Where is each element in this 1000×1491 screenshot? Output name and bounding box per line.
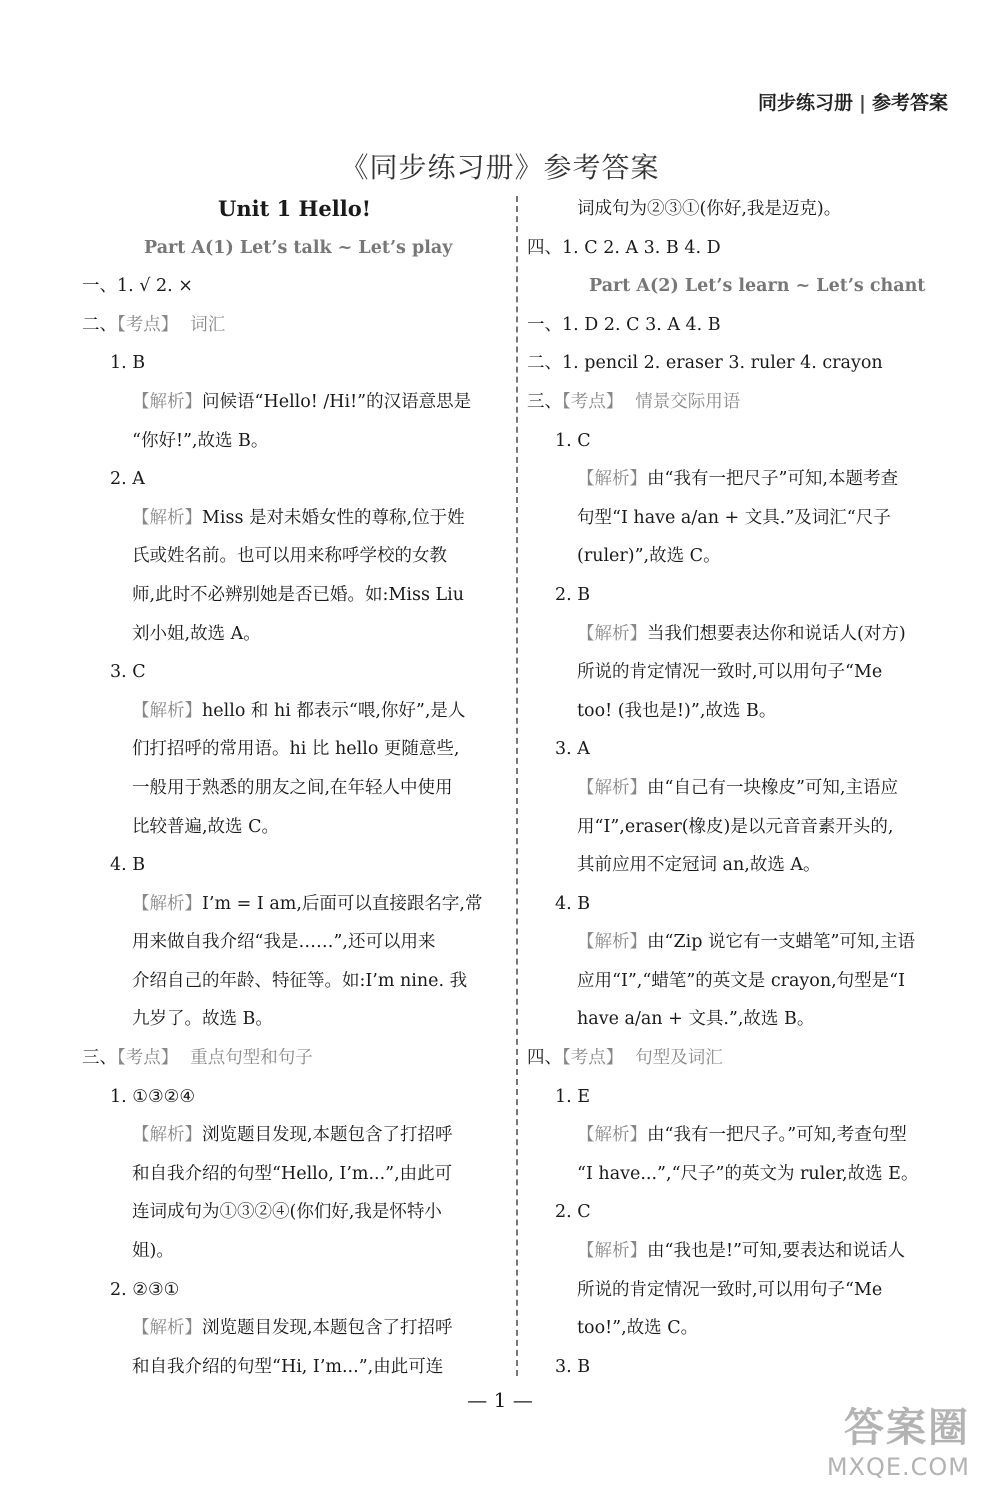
analysis-text: 由“我有一把尺子。”可知,考查句型: [647, 1125, 907, 1146]
key-point-tag: 【考点】: [562, 391, 624, 412]
analysis-line: [82, 499, 507, 538]
page-title: 《同步练习册》参考答案: [340, 151, 660, 184]
key-point-topic: 词汇: [190, 314, 226, 335]
answer-line: 一、1. D 2. C 3. A 4. B: [527, 314, 721, 335]
analysis-tag: 【解析】: [577, 777, 647, 798]
section-label: 三、: [82, 1048, 117, 1069]
analysis-line: 和自我介绍的句型“Hi, I’m...”,由此可连: [132, 1356, 444, 1377]
analysis-line: 一般用于熟悉的朋友之间,在年轻人中使用: [132, 777, 453, 798]
analysis-line: 所说的肯定情况一致时,可以用句子“Me: [577, 1279, 883, 1300]
analysis-tag: 【解析】: [577, 469, 647, 490]
analysis-tag: 【解析】: [132, 391, 202, 412]
analysis-line: [527, 1232, 952, 1271]
analysis-line: [527, 615, 952, 654]
analysis-line: 句型“I have a/an + 文具.”及词汇“尺子: [577, 507, 891, 528]
analysis-line: [82, 885, 507, 924]
question-answer: 1. ①③②④: [110, 1086, 196, 1107]
analysis-text: 由“我有一把尺子”可知,本题考查: [647, 469, 898, 490]
analysis-line: 介绍自己的年龄、特征等。如:I’m nine. 我: [132, 970, 468, 991]
watermark-text: 答案圈: [844, 1405, 970, 1451]
section-label: 三、: [527, 391, 562, 412]
header-book: 同步练习册: [758, 92, 854, 114]
analysis-text: hello 和 hi 都表示“喂,你好”,是人: [202, 700, 466, 721]
watermark-logo: [827, 1396, 970, 1481]
analysis-tag: 【解析】: [132, 700, 202, 721]
question-answer: 1. C: [555, 430, 591, 451]
key-point-topic: 情景交际用语: [635, 391, 741, 412]
watermark-url: MXQE.COM: [826, 1453, 970, 1481]
analysis-line: [82, 1116, 507, 1155]
section-heading: [82, 306, 507, 345]
header-separator: |: [859, 92, 866, 114]
key-point-topic: 重点句型和句子: [190, 1048, 313, 1069]
answer-line: 四、1. C 2. A 3. B 4. D: [527, 237, 721, 258]
analysis-line: “你好!”,故选 B。: [132, 430, 269, 451]
answer-line: 二、1. pencil 2. eraser 3. ruler 4. crayon: [527, 353, 883, 374]
section-heading: [527, 1039, 952, 1078]
part-heading: Part A(2) Let’s learn ~ Let’s chant: [589, 276, 926, 297]
question-answer: 3. C: [110, 662, 146, 683]
question-answer: 2. A: [110, 469, 145, 490]
analysis-text: 由“我也是!”可知,要表达和说话人: [647, 1241, 905, 1262]
analysis-text: 浏览题目发现,本题包含了打招呼: [202, 1125, 453, 1146]
analysis-line: too! (我也是!)”,故选 B。: [577, 700, 777, 721]
analysis-line: 氏或姓名前。也可以用来称呼学校的女教: [132, 546, 447, 567]
analysis-line: 用“I”,eraser(橡皮)是以元音音素开头的,: [577, 816, 894, 837]
analysis-text: Miss 是对未婚女性的尊称,位于姓: [202, 507, 465, 528]
section-heading: [527, 383, 952, 422]
left-column: [82, 190, 507, 1386]
analysis-line: 比较普遍,故选 C。: [132, 816, 280, 837]
analysis-tag: 【解析】: [577, 1125, 647, 1146]
analysis-text: 问候语“Hello! /Hi!”的汉语意思是: [202, 391, 472, 412]
analysis-line: 用来做自我介绍“我是……”,还可以用来: [132, 932, 436, 953]
analysis-line: [82, 692, 507, 731]
analysis-text: 由“自己有一块橡皮”可知,主语应: [647, 777, 898, 798]
key-point-tag: 【考点】: [117, 1048, 179, 1069]
analysis-line: 其前应用不定冠词 an,故选 A。: [577, 855, 821, 876]
analysis-tag: 【解析】: [577, 623, 647, 644]
analysis-line: [527, 769, 952, 808]
analysis-line: [527, 460, 952, 499]
analysis-line: 九岁了。故选 B。: [132, 1009, 273, 1030]
analysis-tag: 【解析】: [132, 1125, 202, 1146]
column-divider: [516, 196, 519, 1376]
analysis-line: 词成句为②③①(你好,我是迈克)。: [577, 199, 842, 219]
analysis-line: [82, 383, 507, 422]
question-answer: 2. B: [555, 584, 591, 605]
header-section: 参考答案: [871, 92, 948, 114]
analysis-tag: 【解析】: [132, 1318, 202, 1339]
analysis-line: 师,此时不必辨别她是否已婚。如:Miss Liu: [132, 584, 464, 605]
unit-title: Unit 1 Hello!: [218, 196, 371, 221]
analysis-line: “I have...”,“尺子”的英文为 ruler,故选 E。: [577, 1163, 919, 1184]
question-answer: 3. B: [555, 1356, 591, 1377]
analysis-line: [82, 1309, 507, 1348]
analysis-text: 当我们想要表达你和说话人(对方): [647, 623, 906, 644]
question-answer: 4. B: [110, 855, 146, 876]
analysis-tag: 【解析】: [577, 1241, 647, 1262]
section-label: 四、: [527, 1048, 562, 1069]
analysis-line: 应用“I”,“蜡笔”的英文是 crayon,句型是“I: [577, 970, 906, 991]
analysis-line: too!”,故选 C。: [577, 1318, 699, 1339]
analysis-line: [527, 923, 952, 962]
analysis-text: I’m = I am,后面可以直接跟名字,常: [202, 893, 483, 914]
analysis-line: 姐)。: [132, 1241, 174, 1262]
key-point-tag: 【考点】: [117, 314, 179, 335]
question-answer: 4. B: [555, 893, 591, 914]
section-heading: [82, 1039, 507, 1078]
analysis-line: (ruler)”,故选 C。: [577, 546, 721, 567]
key-point-tag: 【考点】: [562, 1048, 624, 1069]
analysis-tag: 【解析】: [132, 507, 202, 528]
question-answer: 1. B: [110, 353, 146, 374]
question-answer: 2. ②③①: [110, 1279, 180, 1300]
question-answer: 1. E: [555, 1086, 591, 1107]
analysis-line: have a/an + 文具.”,故选 B。: [577, 1009, 815, 1030]
analysis-text: 浏览题目发现,本题包含了打招呼: [202, 1318, 453, 1339]
analysis-line: 们打招呼的常用语。hi 比 hello 更随意些,: [132, 739, 460, 760]
analysis-tag: 【解析】: [132, 893, 202, 914]
page-number: — 1 —: [467, 1388, 533, 1412]
part-heading: Part A(1) Let’s talk ~ Let’s play: [144, 237, 453, 258]
right-column: [527, 190, 952, 1386]
question-answer: 3. A: [555, 739, 590, 760]
analysis-line: [527, 1116, 952, 1155]
question-answer: 2. C: [555, 1202, 591, 1223]
analysis-text: 由“Zip 说它有一支蜡笔”可知,主语: [647, 932, 915, 953]
analysis-line: 连词成句为①③②④(你们好,我是怀特小: [132, 1202, 442, 1223]
section-label: 二、: [82, 314, 117, 335]
analysis-line: 刘小姐,故选 A。: [132, 623, 261, 644]
running-header: [758, 88, 948, 115]
analysis-tag: 【解析】: [577, 932, 647, 953]
key-point-topic: 句型及词汇: [635, 1048, 723, 1069]
answer-line: 一、1. √ 2. ×: [82, 276, 193, 297]
analysis-line: 和自我介绍的句型“Hello, I’m...”,由此可: [132, 1163, 453, 1184]
analysis-line: 所说的肯定情况一致时,可以用句子“Me: [577, 662, 883, 683]
